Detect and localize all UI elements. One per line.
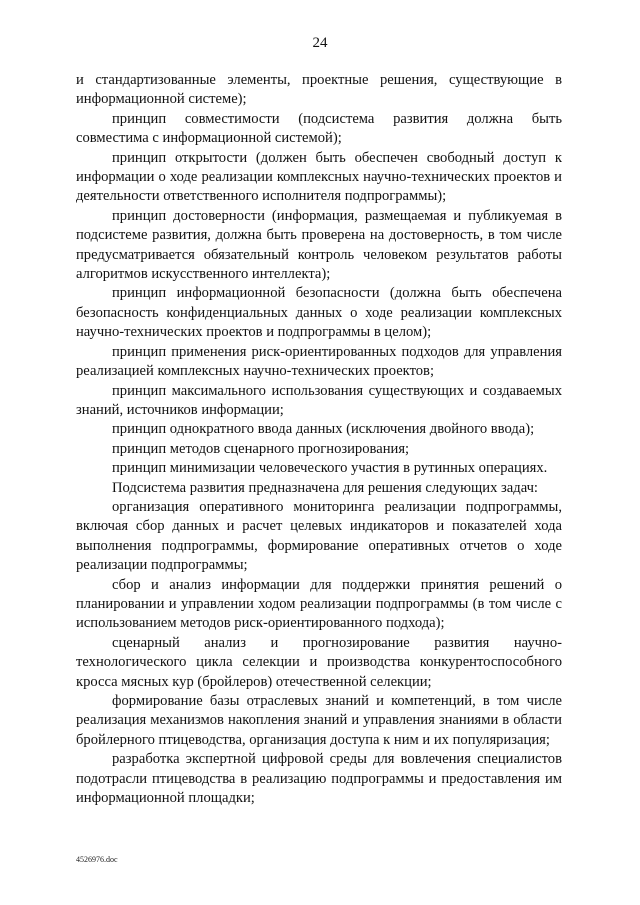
- paragraph: принцип однократного ввода данных (исключения двойного ввода);: [112, 421, 535, 438]
- paragraph: организация оперативного мониторинга реализации подпрограммы, включая сбор данных и расчет целевых индикаторов и показателей хода выполнения подпрограммы, формирование оперативных отчетов о ходе реализации подпрограммы;: [76, 498, 562, 574]
- paragraph: принцип открытости (должен быть обеспечен свободный доступ к информации о ходе реализации комплексных научно-технических проектов и деятельности ответственного исполнителя подпрограммы);: [76, 149, 562, 205]
- paragraph: разработка экспертной цифровой среды для вовлечения специалистов подотрасли птицеводства в реализацию подпрограммы и предоставления им информационной площадки;: [76, 751, 562, 807]
- paragraph: принцип достоверности (информация, размещаемая и публикуемая в подсистеме развития, должна быть проверена на достоверность, в том числе предусматривается обязательный контроль человеком результатов работы алгоритмов искусственного интеллекта);: [76, 207, 562, 283]
- paragraph: формирование базы отраслевых знаний и компетенций, в том числе реализация механизмов накопления знаний и управления знаниями в области бройлерного птицеводства, организация доступа к ним и их популяризация;: [76, 693, 562, 748]
- paragraph: принцип минимизации человеческого участия в рутинных операциях.: [112, 460, 548, 477]
- footer-filename: 4526976.doc: [76, 855, 118, 864]
- paragraph: сценарный анализ и прогнозирование развития научно-технологического цикла селекции и производства конкурентоспособного кросса мясных кур (бройлеров) отечественной селекции;: [76, 634, 562, 690]
- page-number: 24: [312, 35, 328, 51]
- paragraph: принцип применения риск-ориентированных подходов для управления реализацией комплексных научно-технических проектов;: [76, 343, 562, 380]
- paragraph: принцип методов сценарного прогнозирования;: [112, 440, 410, 457]
- paragraph: Подсистема развития предназначена для решения следующих задач:: [112, 479, 538, 496]
- paragraph: и стандартизованные элементы, проектные решения, существующие в информационной системе);: [76, 72, 562, 108]
- paragraph: принцип информационной безопасности (должна быть обеспечена безопасность конфиденциальных данных о ходе реализации комплексных научно-технических проектов и подпрограммы в целом);: [76, 285, 562, 341]
- paragraph: принцип совместимости (подсистема развития должна быть совместима с информационной системой);: [76, 110, 562, 147]
- paragraph: принцип максимального использования существующих и создаваемых знаний, источников информации;: [76, 382, 562, 418]
- paragraph: сбор и анализ информации для поддержки принятия решений о планировании и управлении ходом реализации подпрограммы (в том числе с использованием методов риск-ориентированного подхода);: [76, 576, 562, 632]
- body-text: [76, 71, 562, 808]
